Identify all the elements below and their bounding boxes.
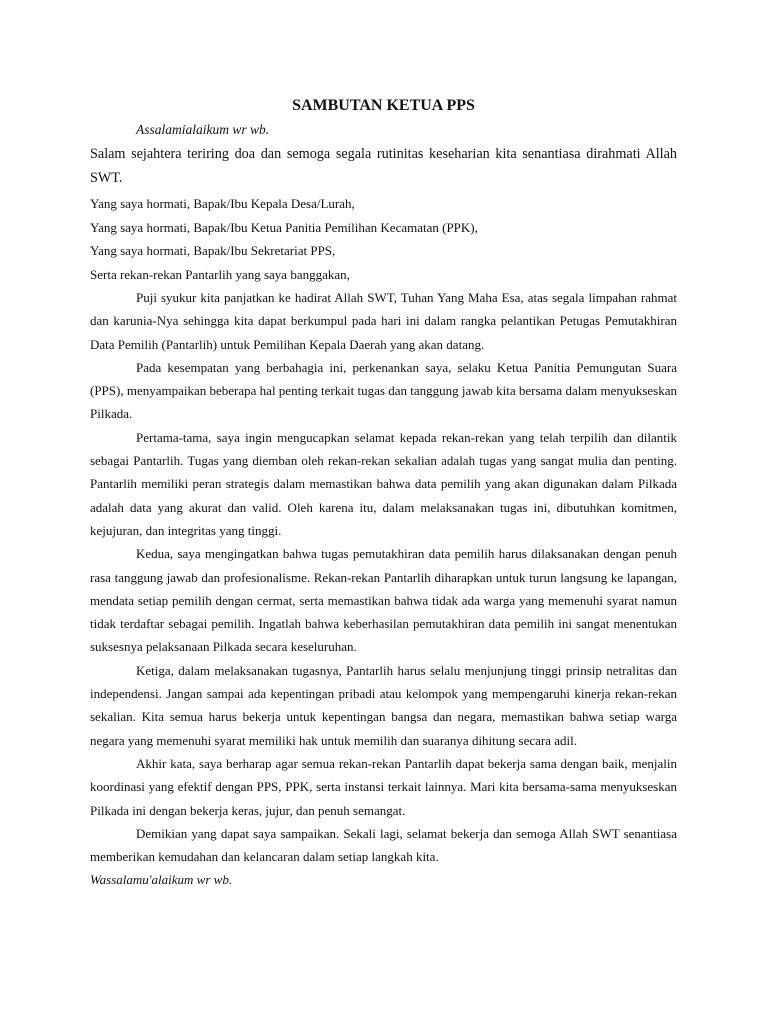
- closing-greeting: Wassalamu'alaikum wr wb.: [90, 872, 233, 888]
- salutation-line: Yang saya hormati, Bapak/Ibu Kepala Desa/Lurah,: [90, 196, 355, 211]
- salutation-line: Serta rekan-rekan Pantarlih yang saya banggakan,: [90, 266, 350, 282]
- body-paragraph: Pada kesempatan yang berbahagia ini, perkenankan saya, selaku Ketua Panitia Pemungutan Suara (PPS), menyampaikan beberapa hal penting terkait tugas dan tanggung jawab kita bersama dalam menyukseskan Pilkada.: [90, 359, 677, 422]
- opening-greeting: Assalamialaikum wr wb.: [136, 122, 270, 137]
- salutation-line: Yang saya hormati, Bapak/Ibu Sekretariat PPS,: [90, 243, 336, 258]
- body-paragraph: Puji syukur kita panjatkan ke hadirat Allah SWT, Tuhan Yang Maha Esa, atas segala limpahan rahmat dan karunia-Nya sehingga kita dapat berkumpul pada hari ini dalam rangka pelantikan Petugas Pemutakhiran Data Pemilih (Pantarlih) untuk Pemilihan Kepala Daerah yang akan datang.: [90, 290, 677, 352]
- body-paragraph: Pertama-tama, saya ingin mengucapkan selamat kepada rekan-rekan yang telah terpilih dan dilantik sebagai Pantarlih. Tugas yang diemban oleh rekan-rekan sekalian adalah tugas yang sangat mulia dan penting. Pantarlih memiliki peran strategis dalam memastikan bahwa data pemilih yang akan digunakan dalam Pilkada adalah data yang akurat dan valid. Oleh karena itu, dalam melaksanakan tugas ini, dibutuhkan komitmen, kejujuran, dan integritas yang tinggi.: [90, 429, 677, 538]
- intro-paragraph: Salam sejahtera teriring doa dan semoga segala rutinitas keseharian kita senantiasa dirahmati Allah SWT.: [90, 146, 677, 186]
- body-paragraph: Kedua, saya mengingatkan bahwa tugas pemutakhiran data pemilih harus dilaksanakan dengan penuh rasa tanggung jawab dan profesionalisme. Rekan-rekan Pantarlih diharapkan untuk turun langsung ke lapangan, mendata setiap pemilih dengan cermat, serta memastikan bahwa tidak ada warga yang memenuhi syarat namun tidak terdaftar sebagai pemilih. Ingatlah bahwa keberhasilan pemutakhiran data pemilih ini sangat menentukan suksesnya pelaksanaan Pilkada secara keseluruhan.: [90, 546, 677, 655]
- page-title: SAMBUTAN KETUA PPS: [292, 97, 475, 114]
- body-paragraph: Akhir kata, saya berharap agar semua rekan-rekan Pantarlih dapat bekerja sama dengan baik, menjalin koordinasi yang efektif dengan PPS, PPK, serta instansi terkait lainnya. Mari kita bersama-sama menyukseskan Pilkada ini dengan bekerja keras, jujur, dan penuh semangat.: [90, 755, 677, 818]
- body-paragraph: Ketiga, dalam melaksanakan tugasnya, Pantarlih harus selalu menjunjung tinggi prinsip netralitas dan independensi. Jangan sampai ada kepentingan pribadi atau kelompok yang mempengaruhi kinerja rekan-rekan sekalian. Kita semua harus bekerja untuk kepentingan bangsa dan negara, memastikan bahwa setiap warga negara yang memenuhi syarat memiliki hak untuk memilih dan suaranya dihitung secara adil.: [90, 662, 677, 748]
- document-page: [90, 96, 677, 891]
- body-paragraph: Demikian yang dapat saya sampaikan. Sekali lagi, selamat bekerja dan semoga Allah SWT senantiasa memberikan kemudahan dan kelancaran dalam setiap langkah kita.: [90, 825, 677, 865]
- salutation-line: Yang saya hormati, Bapak/Ibu Ketua Panitia Pemilihan Kecamatan (PPK),: [90, 219, 478, 235]
